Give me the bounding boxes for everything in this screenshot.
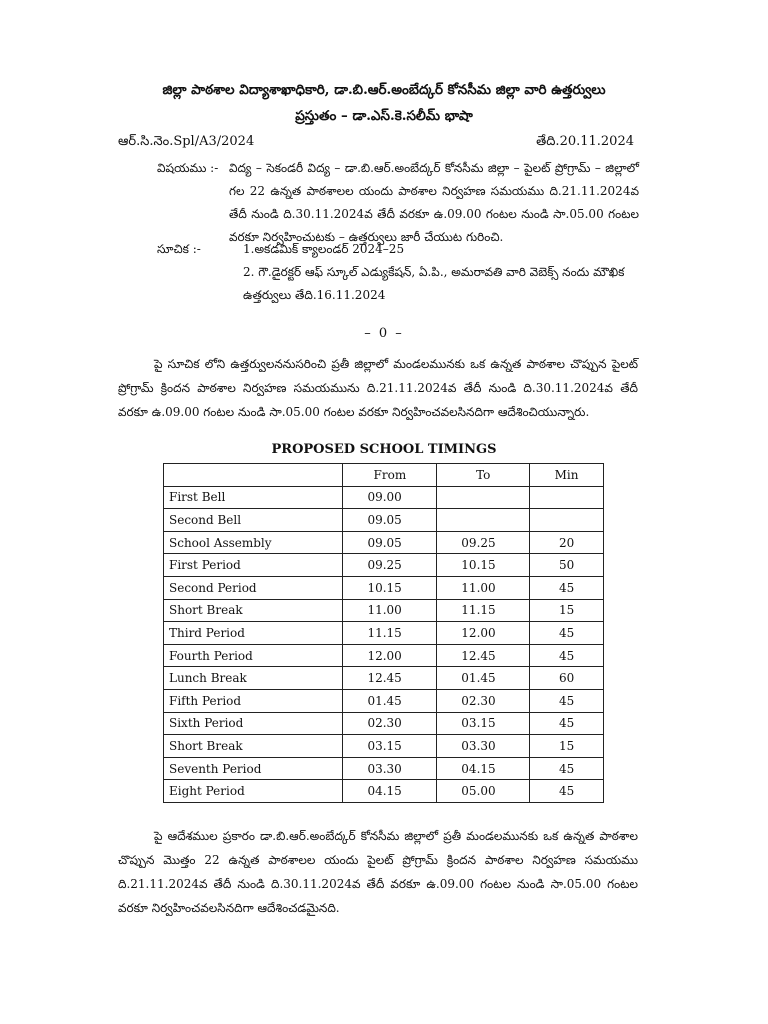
minutes-cell: 45 [530,757,604,780]
references-label: సూచిక :- [157,242,201,256]
to-cell: 02.30 [437,689,530,712]
to-cell: 03.15 [437,712,530,735]
from-cell: 03.30 [343,757,437,780]
column-header: To [437,464,530,487]
to-cell: 03.30 [437,735,530,758]
table-row [164,599,604,622]
to-cell [437,509,530,532]
to-cell: 11.15 [437,599,530,622]
minutes-cell: 15 [530,599,604,622]
activity-cell: Fifth Period [164,689,343,712]
minutes-cell: 60 [530,667,604,690]
minutes-cell: 45 [530,780,604,803]
table-row [164,689,604,712]
activity-cell: School Assembly [164,531,343,554]
to-cell: 01.45 [437,667,530,690]
column-header: From [343,464,437,487]
school-timings-table [163,463,604,803]
minutes-cell: 45 [530,622,604,645]
from-cell: 01.45 [343,689,437,712]
from-cell: 09.00 [343,486,437,509]
table-row [164,554,604,577]
from-cell: 04.15 [343,780,437,803]
to-cell: 05.00 [437,780,530,803]
activity-cell: Seventh Period [164,757,343,780]
subject-text: విద్య – సెకండరీ విద్య – డా.బి.ఆర్.అంబేద్కర్ కోనసీమ జిల్లా – పైలట్ ప్రోగ్రామ్ – జిల్లాలో గల 22 ఉన్నత పాఠశాలల యందు పాఠశాల నిర్వహణ సమయము ది.21.11.2024వ తేదీ నుండి ది.30.11.2024వ తేదీ వరకూ ఉ.09.00 గంటల నుండి సా.05.00 గంటల వరకూ నిర్వహించుటకు – ఉత్తర్వులు జారీ చేయుట గురించి. [229,161,639,244]
minutes-cell [530,486,604,509]
reference-line [118,134,634,152]
from-cell: 02.30 [343,712,437,735]
officer-name: ప్రస్తుతం – డా.ఎస్.కె.సలీమ్ భాషా [295,108,473,124]
table-row [164,757,604,780]
table-row [164,486,604,509]
activity-cell: Short Break [164,735,343,758]
from-cell: 09.25 [343,554,437,577]
activity-cell: Sixth Period [164,712,343,735]
reference-number: ఆర్.సి.నెం.Spl/A3/2024 [118,134,255,149]
from-cell: 12.00 [343,644,437,667]
reference-item: 1.అకడమిక్ క్యాలండర్ 2024–25 [243,242,405,256]
to-cell: 11.00 [437,576,530,599]
activity-cell: First Period [164,554,343,577]
minutes-cell: 45 [530,712,604,735]
subject-label: విషయము :- [157,161,219,175]
from-cell: 09.05 [343,531,437,554]
table-row [164,644,604,667]
minutes-cell: 45 [530,576,604,599]
paragraph-intro: పై సూచిక లోని ఉత్తర్వులననుసరించి ప్రతీ జిల్లాలో మండలమునకు ఒక ఉన్నత పాఠశాల చొప్పున పైలట్ ప్రోగ్రామ్ క్రిందన పాఠశాల నిర్వహణ సమయమును ది.21.11.2024వ తేదీ నుండి ది.30.11.2024వ తేదీ వరకూ ఉ.09.00 గంటల నుండి సా.05.00 గంటల వరకూ నిర్వహించవలసినదిగా ఆదేశించియున్నారు. [118,357,638,419]
table-row [164,622,604,645]
to-cell: 04.15 [437,757,530,780]
table-row [164,531,604,554]
minutes-cell [530,509,604,532]
activity-cell: Second Period [164,576,343,599]
to-cell: 10.15 [437,554,530,577]
column-header: Min [530,464,604,487]
from-cell: 12.45 [343,667,437,690]
order-date: తేది.20.11.2024 [536,134,634,149]
minutes-cell: 15 [530,735,604,758]
to-cell: 12.00 [437,622,530,645]
activity-cell: First Bell [164,486,343,509]
table-title: PROPOSED SCHOOL TIMINGS [271,442,497,457]
minutes-cell: 50 [530,554,604,577]
references-list [243,238,639,307]
to-cell: 09.25 [437,531,530,554]
reference-item: 2. గౌ.డైరక్టర్ ఆఫ్ స్కూల్ ఎడ్యుకేషన్, ఏ.పి., అమరావతి వారి వెబెక్స్ నందు మౌఖిక ఉత్తర్వులు తేది.16.11.2024 [243,265,625,302]
table-row [164,667,604,690]
activity-cell: Fourth Period [164,644,343,667]
order-heading: జిల్లా పాఠశాల విద్యాశాఖాధికారి, డా.బి.ఆర్.అంబేద్కర్ కోనసీమ జిల్లా వారి ఉత్తర్వులు [162,82,606,98]
section-divider: – 0 – [364,326,404,341]
paragraph-conclusion: పై ఆదేశముల ప్రకారం డా.బి.ఆర్.అంబేద్కర్ కోనసీమ జిల్లాలో ప్రతీ మండలమునకు ఒక ఉన్నత పాఠశాల చొప్పున మొత్తం 22 ఉన్నత పాఠశాలల యందు పైలట్ ప్రోగ్రామ్ క్రిందన పాఠశాల నిర్వహణ సమయము ది.21.11.2024వ తేదీ నుండి ది.30.11.2024వ తేదీ వరకూ ఉ.09.00 గంటల నుండి సా.05.00 గంటల వరకూ నిర్వహించవలసినదిగా ఆదేశించడమైనది. [118,829,638,915]
minutes-cell: 20 [530,531,604,554]
to-cell [437,486,530,509]
activity-cell: Lunch Break [164,667,343,690]
minutes-cell: 45 [530,644,604,667]
from-cell: 11.00 [343,599,437,622]
activity-cell: Third Period [164,622,343,645]
table-row [164,735,604,758]
from-cell: 11.15 [343,622,437,645]
activity-cell: Eight Period [164,780,343,803]
column-header [164,464,343,487]
table-header-row [164,464,604,487]
activity-cell: Second Bell [164,509,343,532]
table-body [164,486,604,802]
table-row [164,509,604,532]
table-row [164,576,604,599]
table-row [164,712,604,735]
table-row [164,780,604,803]
from-cell: 03.15 [343,735,437,758]
minutes-cell: 45 [530,689,604,712]
activity-cell: Short Break [164,599,343,622]
from-cell: 09.05 [343,509,437,532]
to-cell: 12.45 [437,644,530,667]
from-cell: 10.15 [343,576,437,599]
